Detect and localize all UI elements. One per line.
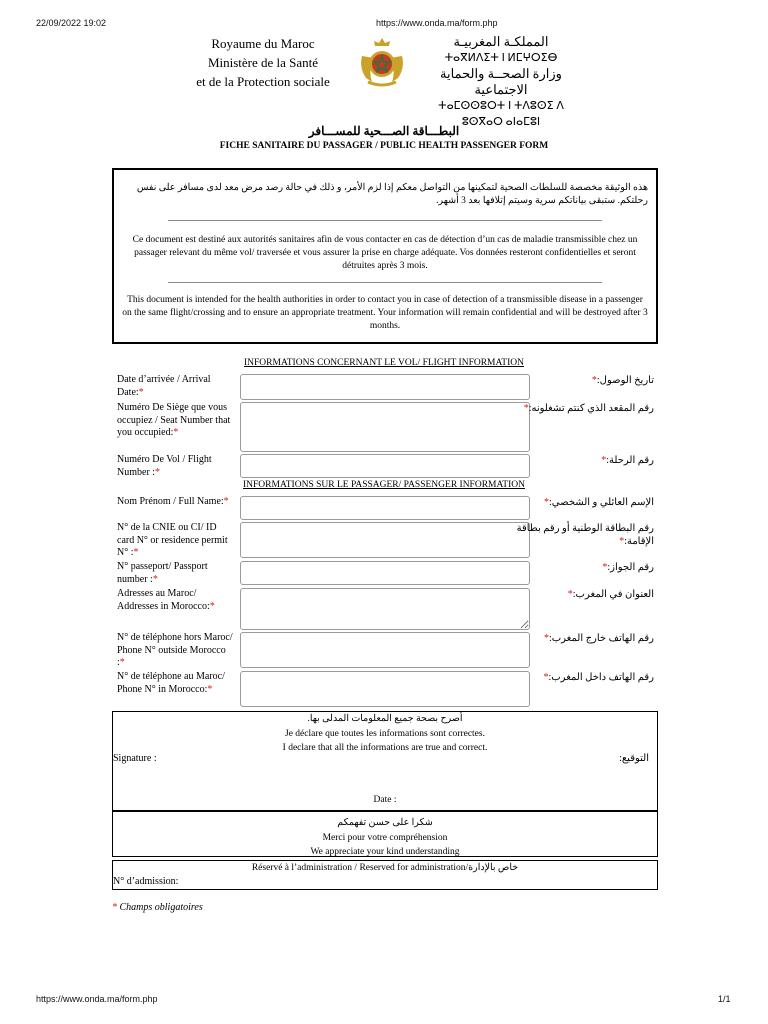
intro-english: This document is intended for the health authorities in order to contact you in case of detection of a transmissible disease in a passenger on the same flight/crossing and to ensure an appropriate treatment. Your information will remain confidential and will be destroyed after 3 months. [122,295,648,331]
intro-french: Ce document est destiné aux autorités sanitaires afin de vous contacter en cas de détection d’un cas de maladie transmissible chez un passager relevant du même vol/ traversée et vous assurer la prise en charge adéquate. Vos données resteront confidentielles et seront détruites après 3 mois. [132,235,638,271]
ministry-ar-line2: وزارة الصحــة والحماية الاجتماعية [440,66,562,97]
full-name-label-arabic: الإسم العائلي و الشخصي:* [544,497,654,508]
address-textarea[interactable] [240,588,530,630]
page-number: 1/1 [718,994,731,1004]
ministry-tfng-line2: ⵜⴰⵎⵙⵙⵓⵔⵜ ⵏ ⵜⴷⵓⵙⵉ ⴷ ⵓⵙⴳⴰⵔ ⴰⵏⴰⵎⵓⵏ [438,100,564,128]
phone-morocco-label-arabic: رقم الهاتف داخل المغرب:* [543,672,654,683]
seat-number-input[interactable] [240,402,530,452]
seat-number-label-arabic: رقم المقعد الذي كنتم تشغلونه:* [523,403,654,414]
signature-label: Signature : [113,753,157,764]
thanks-english: We appreciate your kind understanding [310,847,460,857]
address-label-arabic: العنوان في المغرب:* [567,589,654,600]
id-card-label: N° de la CNIE ou CI/ ID card N° or residence permit N° :* [117,522,228,558]
address-label: Adresses au Maroc/ Addresses in Morocco:* [117,588,215,612]
intro-notice-box [112,168,658,344]
ministry-ar-line1: المملكـة المغربيـة [453,34,549,49]
phone-outside-label: N° de téléphone hors Maroc/ Phone N° outside Morocco :* [117,632,233,668]
flight-number-label: Numéro De Vol / Flight Number :* [117,454,212,478]
declaration-french: Je déclare que toutes les informations sont correctes. [285,729,485,739]
full-name-input[interactable] [240,496,530,520]
phone-outside-input[interactable] [240,632,530,668]
coat-of-arms-icon [354,34,410,90]
admission-number-label: N° d’admission: [113,876,179,887]
date-label: Date : [373,795,397,805]
intro-arabic: هذه الوثيقة مخصصة للسلطات الصحية لتمكينها من التواصل معكم إذا لزم الأمر، و ذلك في حالة رصد مرض معد لدى مسافر على نفس رحلتكم. ستبقى بياناتكم سرية وسيتم إتلافها بعد 3 أشهر. [136,183,648,206]
phone-morocco-label: N° de téléphone au Maroc/ Phone N° in Morocco:* [117,671,225,695]
passport-input[interactable] [240,561,530,585]
ministry-french [168,34,358,91]
thanks-box [112,811,658,857]
seat-number-label: Numéro De Siège que vous occupiez / Seat Number that you occupied:* [117,402,231,438]
divider [168,282,602,283]
arrival-date-input[interactable] [240,374,530,400]
passport-label-arabic: رقم الجواز:* [602,562,654,573]
required-fields-note: * Champs obligatoires [112,902,203,913]
ministry-tfng-line1: ⵜⴰⴳⵍⴷⵉⵜ ⵏ ⵍⵎⵖⵔⵉⴱ [444,52,558,64]
passenger-section-title: INFORMATIONS SUR LE PASSAGER/ PASSENGER INFORMATION [243,480,525,490]
phone-outside-label-arabic: رقم الهاتف خارج المغرب:* [543,633,654,644]
ministry-arabic [418,34,584,130]
admin-box [112,860,658,890]
flight-number-label-arabic: رقم الرحلة:* [601,455,654,466]
footer-url[interactable]: https://www.onda.ma/form.php [36,994,158,1004]
id-card-label-arabic: رقم البطاقة الوطنية أو رقم بطاقة الإقامة:* [516,523,654,547]
signature-label-arabic: التوقيع: [619,753,649,764]
declaration-english: I declare that all the informations are true and correct. [282,743,488,753]
declaration-arabic: أصرح بصحة جميع المعلومات المدلى بها. [307,714,463,724]
ministry-fr-line3: et de la Protection sociale [196,74,330,89]
print-datetime: 22/09/2022 19:02 [36,18,107,28]
admin-title: Réservé à l’administration / Reserved for administration/خاص بالإدارة [251,863,519,873]
flight-number-input[interactable] [240,454,530,478]
form-title-arabic: البطـــاقة الصـــحية للمســـافر [308,124,460,138]
form-title: FICHE SANITAIRE DU PASSAGER / PUBLIC HEALTH PASSENGER FORM [219,141,549,151]
full-name-label: Nom Prénom / Full Name:* [117,496,229,507]
ministry-fr-line2: Ministère de la Santé [207,55,319,70]
arrival-date-label: Date d’arrivée / Arrival Date:* [117,374,211,398]
divider [168,220,602,221]
thanks-arabic: شكرا على حسن تفهمكم [337,818,433,828]
print-url[interactable]: https://www.onda.ma/form.php [376,18,498,28]
declaration-box [112,711,658,811]
ministry-fr-line1: Royaume du Maroc [211,36,315,51]
passport-label: N° passeport/ Passport number :* [117,561,208,585]
arrival-date-label-arabic: تاريخ الوصول:* [591,375,654,386]
flight-section-title: INFORMATIONS CONCERNANT LE VOL/ FLIGHT INFORMATION [244,358,524,368]
thanks-french: Merci pour votre compréhension [322,833,448,843]
id-card-input[interactable] [240,522,530,558]
phone-morocco-input[interactable] [240,671,530,707]
